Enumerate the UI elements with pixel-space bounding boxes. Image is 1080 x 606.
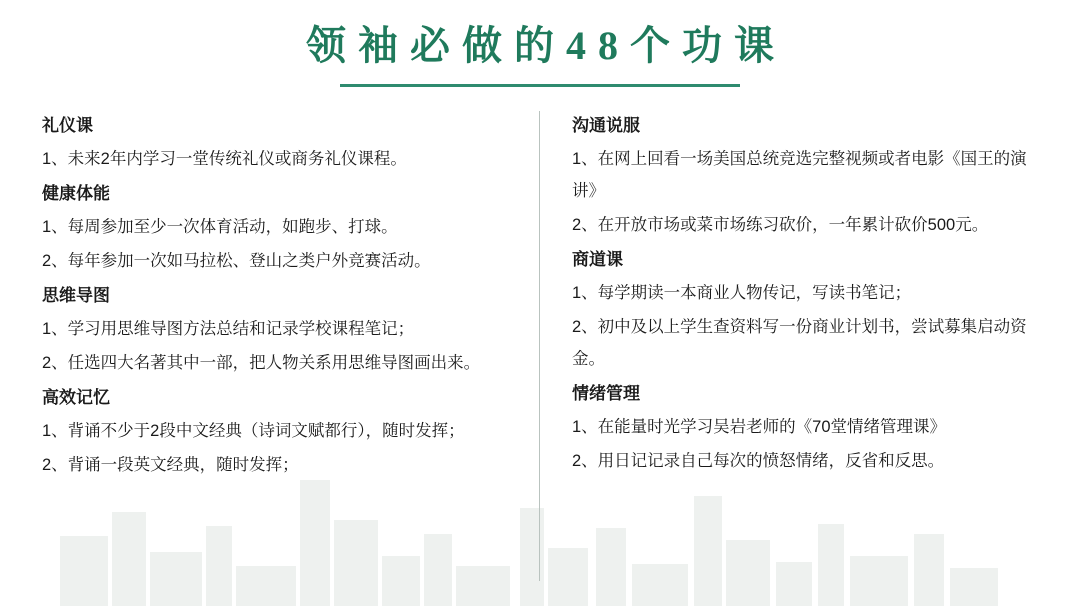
left-column xyxy=(42,111,540,581)
section-item: 1、每周参加至少一次体育活动，如跑步、打球。 xyxy=(42,218,398,236)
section-item: 2、初中及以上学生查资料写一份商业计划书，尝试募集启动资金。 xyxy=(572,318,1027,368)
section-heading: 沟通说服 xyxy=(572,116,640,135)
section-item: 1、未来2年内学习一堂传统礼仪或商务礼仪课程。 xyxy=(42,150,407,168)
section-item: 1、学习用思维导图方法总结和记录学校课程笔记； xyxy=(42,320,415,338)
section-heading: 商道课 xyxy=(572,250,623,269)
title-block xyxy=(0,0,1080,87)
section-etiquette xyxy=(42,111,509,175)
section-emotion xyxy=(572,379,1038,477)
section-communication xyxy=(572,111,1038,241)
page-title: 领袖必做的48个功课 xyxy=(306,23,786,68)
section-memory xyxy=(42,383,509,481)
section-business xyxy=(572,245,1038,375)
section-heading: 礼仪课 xyxy=(42,116,93,135)
section-item: 2、每年参加一次如马拉松、登山之类户外竞赛活动。 xyxy=(42,252,431,270)
section-mindmap xyxy=(42,281,509,379)
section-item: 2、背诵一段英文经典，随时发挥； xyxy=(42,456,299,474)
section-heading: 思维导图 xyxy=(42,286,110,305)
section-item: 2、在开放市场或菜市场练习砍价，一年累计砍价500元。 xyxy=(572,216,989,234)
title-underline xyxy=(340,84,740,87)
section-heading: 情绪管理 xyxy=(572,384,640,403)
section-item: 1、背诵不少于2段中文经典（诗词文赋都行），随时发挥； xyxy=(42,422,465,440)
section-item: 1、在能量时光学习吴岩老师的《70堂情绪管理课》 xyxy=(572,418,947,436)
section-item: 2、用日记记录自己每次的愤怒情绪，反省和反思。 xyxy=(572,452,945,470)
section-item: 1、每学期读一本商业人物传记，写读书笔记； xyxy=(572,284,912,302)
section-item: 2、任选四大名著其中一部，把人物关系用思维导图画出来。 xyxy=(42,354,481,372)
content-columns xyxy=(0,111,1080,581)
right-column xyxy=(540,111,1038,581)
section-health xyxy=(42,179,509,277)
section-heading: 高效记忆 xyxy=(42,388,110,407)
section-heading: 健康体能 xyxy=(42,184,110,203)
section-item: 1、在网上回看一场美国总统竞选完整视频或者电影《国王的演讲》 xyxy=(572,150,1027,200)
